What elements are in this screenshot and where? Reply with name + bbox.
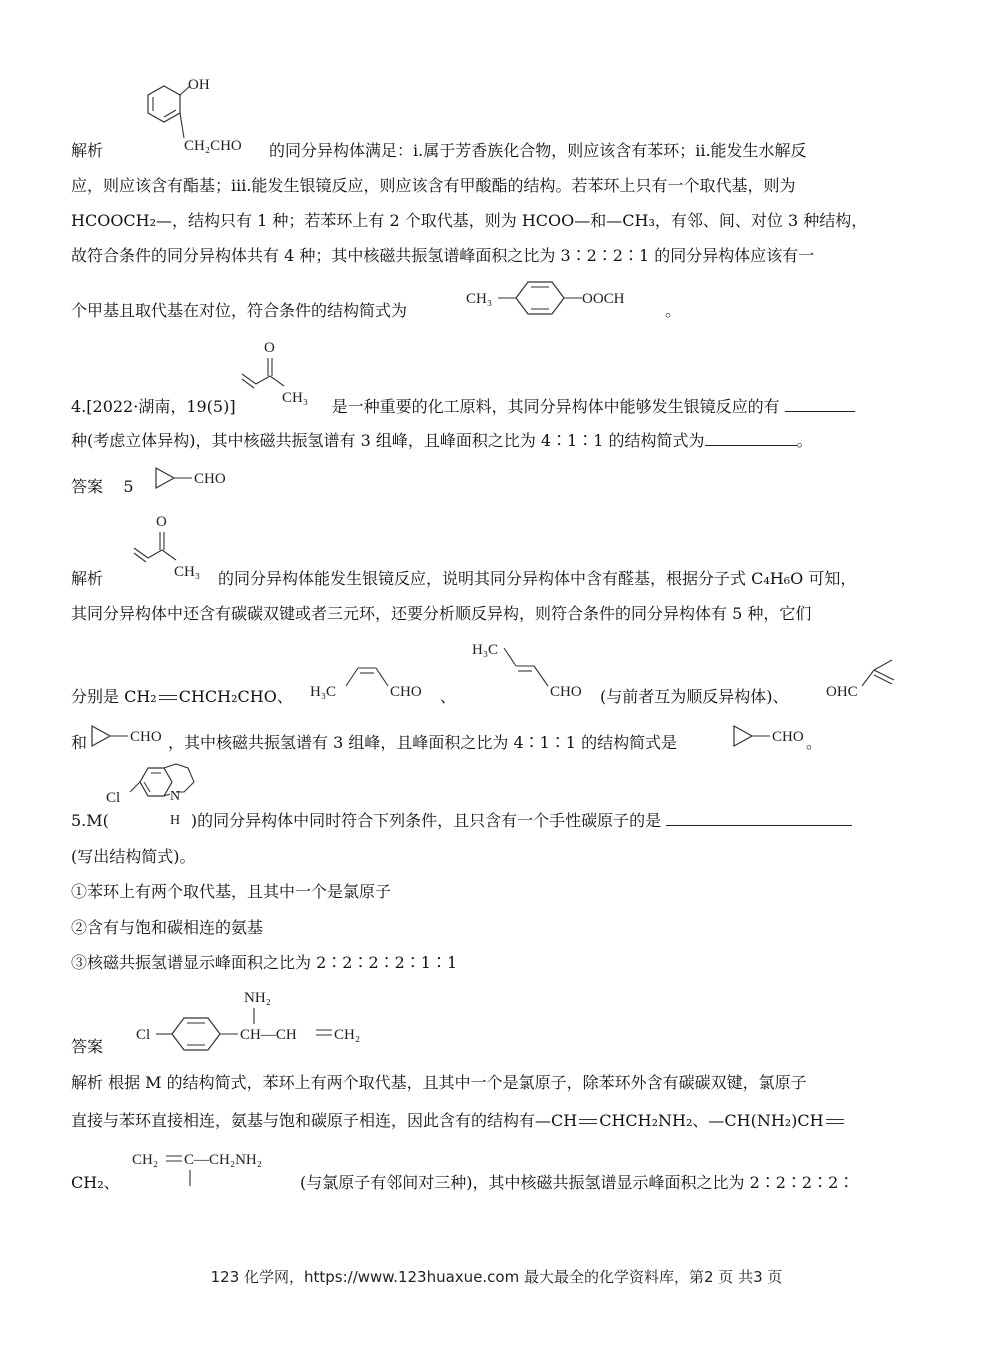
q5-answer-label: 答案 bbox=[71, 1037, 104, 1056]
separator: 、 bbox=[440, 687, 457, 706]
cl-label: Cl bbox=[106, 790, 121, 806]
p1-line3: HCOOCH₂—，结构只有 1 种；若苯环上有 2 个取代基，则为 HCOO—和—CH₃，有邻、间、对位 3 种结构， bbox=[71, 211, 868, 230]
q5-condition2: ②含有与饱和碳相连的氨基 bbox=[71, 918, 264, 937]
svg-text:H₃C: H₃C bbox=[310, 684, 337, 700]
ch3-label: CH₃ bbox=[466, 291, 493, 307]
ch2cho-label: CH₂CHO bbox=[184, 138, 242, 154]
p1-line4: 故符合条件的同分异构体共有 4 种；其中核磁共振氢谱峰面积之比为 3∶2∶2∶1 的同分异构体应该有一 bbox=[71, 246, 815, 265]
answer-structure bbox=[134, 984, 394, 1054]
oocch-label: OOCH bbox=[582, 291, 625, 307]
methacrolein-structure bbox=[826, 660, 916, 706]
jiexi-label: 解析 bbox=[71, 141, 104, 160]
cyclopropanecarbaldehyde-structure-3 bbox=[730, 722, 810, 750]
svg-text:H₃C: H₃C bbox=[472, 642, 499, 658]
answer-blank-1[interactable] bbox=[785, 397, 855, 412]
q5-jiexi-line3a: CH₂、 bbox=[71, 1173, 120, 1192]
double-bond bbox=[157, 693, 179, 703]
q4-line1: 4.[2022·湖南，19(5)] 是一种重要的化工原料，其同分异构体中能够发生银镜反应的有 bbox=[71, 396, 855, 418]
q4-jiexi-line1: 解析 的同分异构体能发生银镜反应，说明其同分异构体中含有醛基，根据分子式 C₄H₆O 可知， bbox=[71, 569, 857, 588]
svg-text:CHO: CHO bbox=[550, 684, 582, 700]
nh2-label: NH₂ bbox=[244, 990, 271, 1006]
answer-blank-2[interactable] bbox=[705, 431, 797, 446]
q5-condition3: ③核磁共振氢谱显示峰面积之比为 2∶2∶2∶2∶1∶1 bbox=[71, 953, 458, 972]
q5-line1: 5.M( )的同分异构体中同时符合下列条件，且只含有一个手性碳原子的是 bbox=[71, 810, 852, 832]
svg-text:CHO: CHO bbox=[772, 729, 804, 745]
q5-jiexi-line3b: (与氯原子有邻间对三种)，其中核磁共振氢谱显示峰面积之比为 2∶2∶2∶2∶ bbox=[300, 1173, 855, 1192]
q5-condition1: ①苯环上有两个取代基，且其中一个是氯原子 bbox=[71, 882, 392, 901]
cho-label: CHO bbox=[194, 471, 226, 487]
svg-text:C—CH₂NH₂: C—CH₂NH₂ bbox=[184, 1152, 262, 1168]
n-label: N bbox=[170, 789, 181, 804]
ch3-label: CH₃ bbox=[282, 390, 309, 406]
cl-label: Cl bbox=[136, 1027, 151, 1043]
ch2-label: CH₂ bbox=[334, 1027, 361, 1043]
q4-jiexi-line3: 分别是 CH₂ CHCH₂CHO、 bbox=[71, 687, 293, 706]
o-label: O bbox=[264, 340, 275, 356]
cis-crotonaldehyde-structure bbox=[310, 660, 440, 706]
cyclopropanecarbaldehyde-structure-2 bbox=[88, 722, 168, 750]
trans-crotonaldehyde-structure bbox=[470, 636, 600, 706]
daan-label: 答案 bbox=[71, 477, 104, 496]
cyclopropanecarbaldehyde-structure bbox=[152, 464, 242, 492]
p1-line5: 个甲基且取代基在对位，符合条件的结构简式为 bbox=[71, 301, 408, 320]
q5-line2: (写出结构简式)。 bbox=[71, 847, 196, 866]
q4-answer: 答案 5 bbox=[71, 477, 134, 496]
answer-blank-3[interactable] bbox=[666, 811, 852, 826]
svg-text:CHO: CHO bbox=[390, 684, 422, 700]
allylamine-fragment-structure bbox=[132, 1144, 312, 1190]
q4-jiexi-line2: 其同分异构体中还含有碳碳双键或者三元环，还要分析顺反异构，则符合条件的同分异构体有 5 种，它们 bbox=[71, 604, 812, 623]
svg-text:CHO: CHO bbox=[130, 729, 162, 745]
oh-label: OH bbox=[188, 77, 210, 93]
q5-jiexi-line1: 解析 根据 M 的结构简式，苯环上有两个取代基，且其中一个是氯原子，除苯环外含有碳碳双键，氯原子 bbox=[71, 1073, 807, 1092]
svg-text:O: O bbox=[156, 514, 167, 530]
q4-period: 。 bbox=[806, 733, 823, 752]
p1-line1: 解析 的同分异构体满足：ⅰ.属于芳香族化合物，则应该含有苯环；ⅱ.能发生水解反 bbox=[71, 141, 807, 160]
q4-jiexi-line4a: 和 bbox=[71, 733, 88, 752]
q4-jiexi-line4b: ，其中核磁共振氢谱有 3 组峰，且峰面积之比为 4∶1∶1 的结构简式是 bbox=[168, 733, 678, 752]
q4-line2: 种(考虑立体异构)，其中核磁共振氢谱有 3 组峰，且峰面积之比为 4∶1∶1 的结构简式为 。 bbox=[71, 431, 813, 450]
q5-jiexi-line2: 直接与苯环直接相连，氨基与饱和碳原子相连，因此含有的结构有—CH CHCH₂NH₂、—CH(NH₂)CH bbox=[71, 1110, 846, 1132]
page-footer: 123 化学网，https://www.123huaxue.com 最大最全的化学资料库，第2 页 共3 页 bbox=[210, 1268, 783, 1286]
q4-jiexi-line3c: (与前者互为顺反异构体)、 bbox=[600, 687, 789, 706]
p1-line2: 应，则应该含有酯基；ⅲ.能发生银镜反应，则应该含有甲酸酯的结构。若苯环上只有一个取代基，则为 bbox=[71, 176, 796, 195]
svg-text:CH₂: CH₂ bbox=[132, 1152, 159, 1168]
h-label: H bbox=[170, 813, 181, 828]
p-tolyl-formate-structure bbox=[466, 278, 676, 322]
svg-text:OHC: OHC bbox=[826, 684, 858, 700]
svg-text:CH₃: CH₃ bbox=[174, 564, 201, 580]
ch-chain-label: CH—CH bbox=[240, 1027, 297, 1043]
p1-period: 。 bbox=[665, 301, 682, 320]
